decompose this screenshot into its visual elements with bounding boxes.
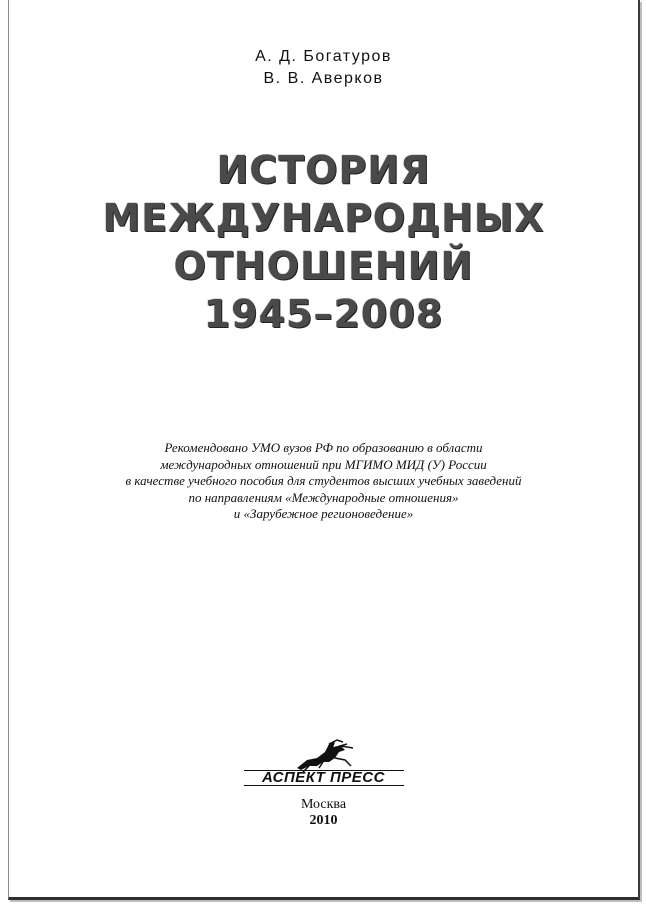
title-line: ИСТОРИЯ (216, 148, 431, 192)
recommendation-line: международных отношений при МГИМО МИД (У) России (160, 456, 487, 472)
title-line: ОТНОШЕНИЙ (173, 244, 474, 288)
authors-block (9, 46, 638, 90)
author-name: А. Д. Богатуров (255, 48, 392, 65)
recommendation-line: Рекомендовано УМО вузов РФ по образованию в области (164, 440, 483, 455)
recommendation-line: по направлениям «Международные отношения» (188, 489, 459, 505)
publication-year: 2010 (309, 813, 338, 828)
title-years: 1945–2008 (203, 292, 444, 336)
publisher-logo (244, 738, 404, 790)
title-line: МЕЖДУНАРОДНЫХ (102, 196, 545, 240)
running-horse-logo-icon (289, 738, 359, 772)
recommendation-line: в качестве учебного пособия для студентов высших учебных заведений (125, 473, 522, 488)
publisher-block (9, 738, 638, 795)
title-page (8, 0, 640, 900)
publication-city: Москва (300, 797, 347, 812)
recommendation-block (9, 440, 638, 523)
author-name: В. В. Аверков (263, 70, 384, 87)
recommendation-line: и «Зарубежное регионоведение» (233, 506, 414, 521)
book-title (9, 146, 638, 338)
publisher-name: АСПЕКТ ПРЕСС (244, 770, 404, 786)
